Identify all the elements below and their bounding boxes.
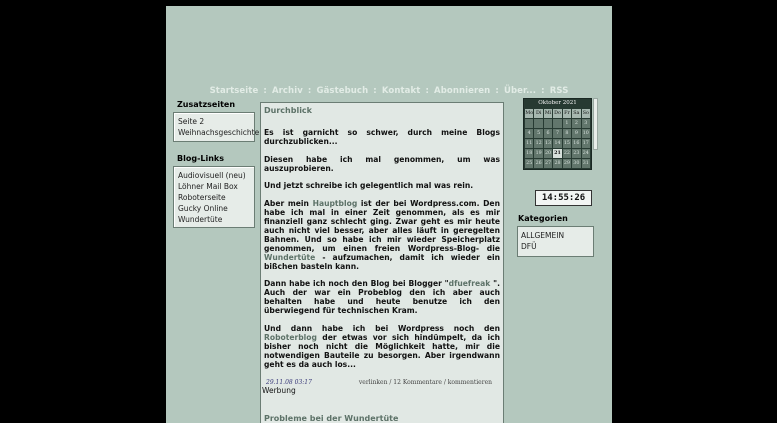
calendar-weekday: Di bbox=[535, 111, 542, 116]
text: ". Auch der war ein Probeblog den ich aber auch behalten habe und heute benutze ich den überwiegend für technischen Kram. bbox=[264, 279, 500, 315]
calendar-weekday: So bbox=[582, 111, 589, 116]
nav-separator: : bbox=[422, 86, 433, 96]
calendar-empty-cell bbox=[534, 119, 542, 128]
calendar-day[interactable]: 5 bbox=[534, 129, 542, 138]
post-meta bbox=[264, 375, 500, 389]
blog-link[interactable]: Audiovisuell (neu) bbox=[178, 171, 246, 180]
calendar-day[interactable]: 14 bbox=[554, 141, 561, 146]
calendar-day[interactable]: 18 bbox=[526, 151, 533, 156]
calendar-day[interactable]: 1 bbox=[563, 119, 571, 128]
calendar-weekday: Fr bbox=[564, 111, 570, 116]
calendar-day[interactable]: 27 bbox=[545, 161, 552, 166]
nav-link[interactable]: Abonnieren bbox=[434, 86, 491, 96]
post-container bbox=[260, 102, 504, 423]
post-paragraph: Diesen habe ich mal genommen, um was auszuprobieren. bbox=[264, 154, 500, 173]
calendar-day[interactable]: 28 bbox=[554, 161, 561, 166]
nav-separator: : bbox=[538, 86, 548, 96]
nav-link[interactable]: Startseite bbox=[209, 86, 259, 96]
post-paragraph bbox=[264, 279, 500, 315]
calendar bbox=[523, 98, 592, 170]
blog-links-box bbox=[173, 166, 255, 228]
calendar-day[interactable]: 19 bbox=[535, 151, 542, 156]
calendar-day[interactable]: 15 bbox=[563, 141, 570, 146]
text: der etwas vor sich hindümpelt, da ich bisher noch nicht die Möglichkeit hatte, mir die notwendigen Bauteile zu besorgen. Aber irgendwann geht es da auch los... bbox=[264, 332, 500, 369]
blog-link[interactable]: Löhner Mail Box bbox=[178, 182, 238, 191]
calendar-day[interactable]: 17 bbox=[582, 141, 589, 146]
post-title[interactable]: Probleme bei der Wundertüte bbox=[264, 414, 399, 423]
calendar-day[interactable]: 20 bbox=[545, 151, 552, 156]
scrollbar[interactable] bbox=[593, 98, 598, 150]
calendar-weekday: Mo bbox=[525, 111, 534, 116]
blog-link[interactable]: Gucky Online bbox=[178, 204, 228, 213]
calendar-empty-cell bbox=[544, 119, 552, 128]
calendar-day[interactable]: 12 bbox=[535, 141, 542, 146]
post-title[interactable]: Durchblick bbox=[264, 106, 312, 115]
calendar-day[interactable]: 26 bbox=[535, 161, 542, 166]
post-paragraph: Es ist garnicht so schwer, durch meine Blogs durchzublicken... bbox=[264, 128, 500, 146]
sidebar-link[interactable]: Seite 2 bbox=[178, 117, 205, 126]
text: - aufzumachen, damit ich wieder ein bißchen basteln kann. bbox=[264, 252, 500, 271]
nav-link[interactable]: Archiv bbox=[271, 86, 303, 96]
nav-separator: : bbox=[370, 86, 380, 96]
calendar-day[interactable]: 11 bbox=[526, 141, 533, 146]
text: Dann habe ich noch den Blog bei Blogger " bbox=[264, 279, 449, 288]
roboterblog-link[interactable]: Roboterblog bbox=[264, 332, 317, 342]
post-paragraph: Und jetzt schreibe ich gelegentlich mal was rein. bbox=[264, 181, 474, 190]
nav-separator: : bbox=[492, 86, 502, 96]
nav-link[interactable]: Über... bbox=[503, 86, 537, 96]
nav-separator: : bbox=[260, 86, 270, 96]
post-date: 29.11.08 03:17 bbox=[266, 379, 312, 386]
calendar-grid bbox=[524, 108, 591, 169]
category-link[interactable]: DFÜ bbox=[521, 242, 537, 251]
calendar-day[interactable]: 7 bbox=[553, 129, 561, 138]
dfuefreak-link[interactable]: dfuefreak bbox=[448, 279, 491, 288]
calendar-day[interactable]: 30 bbox=[573, 161, 580, 166]
zusatzseiten-box bbox=[173, 112, 260, 142]
blog-link[interactable]: Roboterseite bbox=[178, 193, 226, 202]
blog-links-title: Blog-Links bbox=[177, 154, 224, 163]
sidebar-link[interactable]: Weihnachsgeschichte bbox=[178, 128, 260, 137]
text: Aber mein bbox=[264, 198, 313, 208]
top-navigation bbox=[166, 86, 612, 96]
nav-link[interactable]: Kontakt bbox=[381, 86, 421, 96]
blog-page bbox=[166, 6, 612, 423]
post-paragraph bbox=[264, 199, 500, 271]
calendar-day[interactable]: 23 bbox=[573, 151, 580, 156]
calendar-weekday: Do bbox=[554, 111, 561, 116]
calendar-day[interactable]: 3 bbox=[582, 119, 590, 128]
calendar-day[interactable]: 2 bbox=[572, 119, 580, 128]
calendar-weekday: Mi bbox=[544, 111, 552, 116]
calendar-day[interactable]: 6 bbox=[544, 129, 552, 138]
calendar-day[interactable]: 10 bbox=[582, 131, 589, 136]
calendar-day[interactable]: 8 bbox=[563, 129, 571, 138]
calendar-day[interactable]: 13 bbox=[545, 141, 552, 146]
calendar-day[interactable]: 31 bbox=[582, 161, 589, 166]
nav-separator: : bbox=[304, 86, 315, 96]
categories-title: Kategorien bbox=[518, 214, 568, 223]
calendar-day[interactable]: 21 bbox=[554, 150, 561, 156]
zusatzseiten-title: Zusatzseiten bbox=[177, 100, 236, 109]
calendar-empty-cell bbox=[553, 119, 561, 128]
category-link[interactable]: ALLGEMEIN bbox=[521, 231, 565, 240]
calendar-day[interactable]: 25 bbox=[526, 161, 533, 166]
text: ist der bei Wordpress.com. Den habe ich mal in einer Zeit genommen, als es mir finanziell ganz schlecht ging. Zwar geht es mir heute auch nicht viel besser, aber alles läuft in geregelten Bahnen. Und so habe ich mir wieder Speicherplatz genommen, um einen freien Wordpress-Blog- die bbox=[264, 198, 500, 253]
calendar-day[interactable]: 22 bbox=[563, 151, 570, 156]
calendar-day[interactable]: 4 bbox=[525, 129, 533, 138]
clock: 14:55:26 bbox=[535, 190, 592, 206]
hauptblog-link[interactable]: Hauptblog bbox=[312, 198, 358, 208]
post-actions[interactable]: verlinken / 12 Kommentare / kommentieren bbox=[358, 379, 492, 386]
calendar-day[interactable]: 24 bbox=[582, 151, 589, 156]
wundertuete-link[interactable]: Wundertüte bbox=[264, 252, 316, 262]
categories-box bbox=[517, 226, 594, 257]
calendar-day[interactable]: 9 bbox=[572, 129, 580, 138]
nav-link[interactable]: Gästebuch bbox=[316, 86, 369, 96]
post-paragraph bbox=[264, 324, 500, 369]
calendar-title: Oktober 2021 bbox=[538, 100, 577, 106]
nav-link[interactable]: RSS bbox=[549, 86, 569, 96]
calendar-day[interactable]: 29 bbox=[563, 161, 570, 166]
blog-link[interactable]: Wundertüte bbox=[178, 215, 223, 224]
calendar-empty-cell bbox=[525, 119, 533, 128]
calendar-day[interactable]: 16 bbox=[573, 141, 580, 146]
ad-label: Werbung bbox=[262, 386, 296, 395]
text: Und dann habe ich bei Wordpress noch den bbox=[264, 323, 500, 333]
calendar-weekday: Sa bbox=[573, 111, 580, 116]
